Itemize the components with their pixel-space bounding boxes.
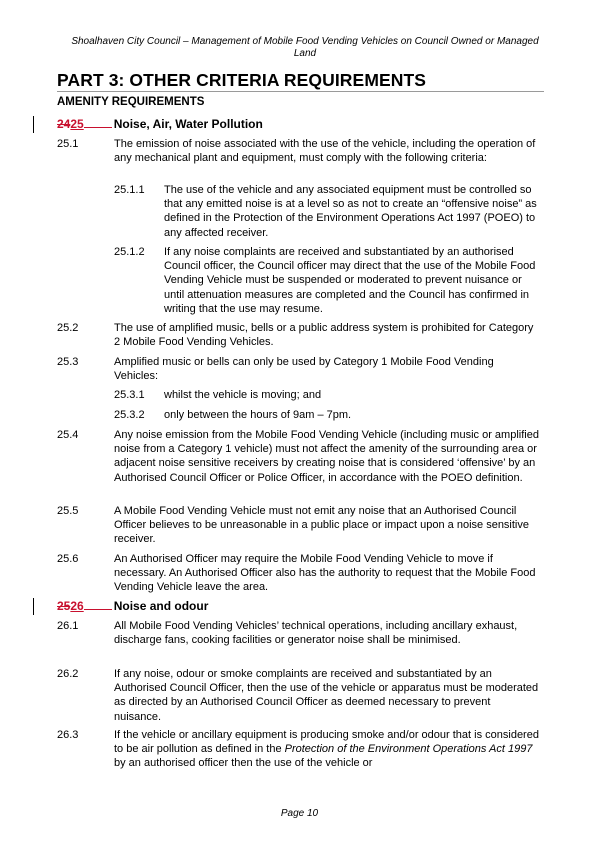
clause-text: The emission of noise associated with the use of the vehicle, including the operation of any mechanical plant and equipment, must comply with the following criteria:	[114, 138, 536, 165]
new-section-number: 25	[70, 117, 84, 131]
clause-number: 26.2	[57, 668, 79, 680]
clause-number: 25.1	[57, 138, 79, 150]
clause-number: 25.1.1	[114, 184, 145, 196]
clause-25-1	[57, 137, 539, 165]
clause-text: A Mobile Food Vending Vehicle must not emit any noise that an Authorised Council Officer believes to be unreasonable in a public place or impact upon a noise sensitive receiver.	[114, 505, 529, 546]
clause-number: 25.4	[57, 429, 79, 441]
clause-26-2	[57, 667, 539, 724]
clause-25-1-1	[114, 183, 539, 240]
part-title: PART 3: OTHER CRITERIA REQUIREMENTS	[57, 70, 427, 90]
page-number: Page 10	[280, 808, 319, 819]
clause-text: All Mobile Food Vending Vehicles’ technical operations, including ancillary exhaust, discharge fans, cooking facilities or generator noise shall be minimised.	[114, 620, 518, 647]
act-title-italic: Protection of the Environment Operations Act 1997	[284, 743, 533, 756]
clause-number: 26.3	[57, 729, 79, 741]
clause-text	[114, 728, 539, 771]
old-section-number: 25	[57, 599, 71, 613]
clause-26-1	[57, 619, 539, 647]
header-line-1: Shoalhaven City Council – Management of Mobile Food Vending Vehicles on Council Owned or Managed	[71, 36, 539, 47]
clause-text: If any noise complaints are received and substantiated by an authorised Council officer, the Council officer may direct that the use of the Mobile Food Vending Vehicle must be suspended or moderated to prevent nuisance or until attenuation measures are completed and the Council has confirmed in writing that the use may resume.	[164, 246, 536, 315]
clause-25-2	[57, 321, 539, 349]
header-line-2: Land	[293, 48, 317, 59]
revision-change-bar	[33, 116, 34, 133]
clause-text-part: by an authorised officer then the use of the vehicle or	[114, 757, 373, 770]
clause-25-1-2	[114, 245, 539, 316]
old-section-number: 24	[57, 117, 71, 131]
tab-leader	[84, 117, 112, 128]
running-header	[50, 36, 560, 60]
clause-text: only between the hours of 9am – 7pm.	[164, 409, 352, 421]
clause-text-part: If the vehicle or ancillary equipment is producing smoke and/or odour that is considered to be air pollution as defined in the	[114, 729, 539, 756]
clause-number: 25.2	[57, 322, 79, 334]
new-section-number: 26	[70, 599, 84, 613]
clause-text: whilst the vehicle is moving; and	[164, 389, 322, 401]
section-title: Noise, Air, Water Pollution	[113, 117, 263, 131]
tab-leader	[84, 599, 112, 610]
clause-25-3-2	[114, 408, 539, 422]
clause-text: The use of the vehicle and any associated equipment must be controlled so that any emitted noise is at a level so as not to create an “offensive noise” as defined in the Protection of the Environment Operations Act 1997 (POEO) to any affected receiver.	[164, 184, 537, 239]
clause-25-3-1	[114, 388, 539, 402]
clause-number: 25.3.1	[114, 389, 145, 401]
clause-25-5	[57, 504, 539, 547]
section-heading-26	[57, 599, 208, 613]
clause-number: 25.3.2	[114, 409, 145, 421]
clause-number: 25.3	[57, 356, 79, 368]
clause-26-3	[57, 728, 539, 771]
clause-text: The use of amplified music, bells or a public address system is prohibited for Category 2 Mobile Food Vending Vehicles.	[114, 322, 534, 349]
clause-number: 25.5	[57, 505, 79, 517]
clause-25-6	[57, 552, 539, 595]
clause-25-4	[57, 428, 539, 485]
title-divider	[57, 91, 544, 92]
revision-change-bar	[33, 598, 34, 615]
clause-text: Any noise emission from the Mobile Food Vending Vehicle (including music or amplified noise from a Category 1 vehicle) must not affect the amenity of the surrounding area or adjacent noise sensitive receivers by creating noise that is considered ‘offensive’ by an Authorised Council Officer or Police Officer, in accordance with the POEO definition.	[114, 429, 539, 484]
section-heading-25	[57, 117, 263, 131]
clause-25-3	[57, 355, 539, 383]
clause-number: 25.1.2	[114, 246, 145, 258]
amenity-subheading: AMENITY REQUIREMENTS	[57, 96, 205, 108]
clause-text: If any noise, odour or smoke complaints are received and substantiated by an Authorised Council Officer, then the use of the vehicle or apparatus must be moderated as directed by an Authorised Council Officer as deemed necessary to prevent nuisance.	[114, 668, 539, 723]
clause-number: 25.6	[57, 553, 79, 565]
clause-text: Amplified music or bells can only be used by Category 1 Mobile Food Vending Vehicles:	[114, 356, 494, 383]
clause-text: An Authorised Officer may require the Mobile Food Vending Vehicle to move if necessary. An Authorised Officer also has the authority to request that the Mobile Food Vending Vehicle leave the area.	[114, 553, 536, 594]
clause-number: 26.1	[57, 620, 79, 632]
section-title: Noise and odour	[113, 599, 209, 613]
